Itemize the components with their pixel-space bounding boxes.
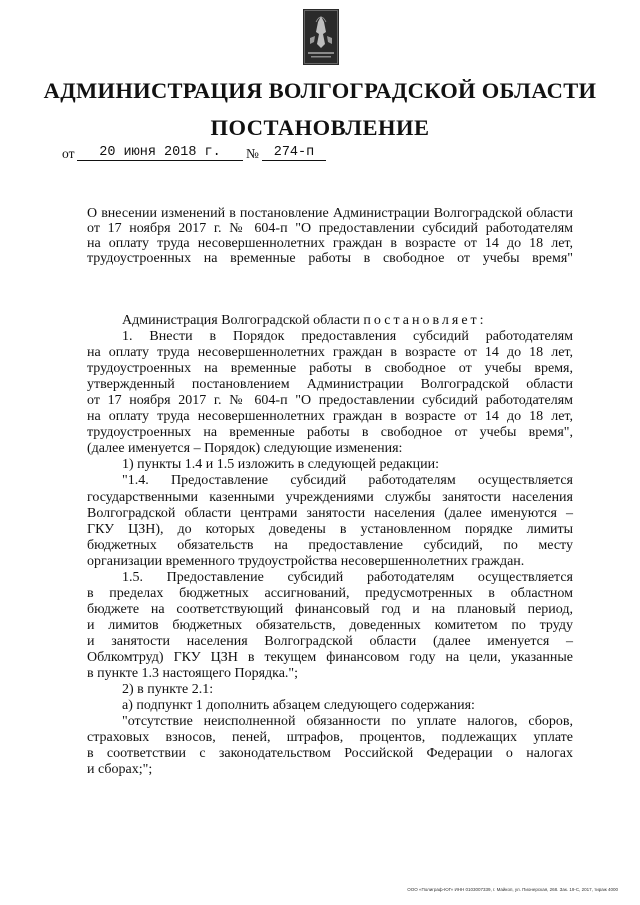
body-line: 1) пункты 1.4 и 1.5 изложить в следующей редакции: (122, 457, 440, 473)
body-line: организации временного трудоустройства несовершеннолетних граждан. (87, 553, 525, 569)
body-line: государственными казенными учреждениями службы занятости населения (87, 489, 573, 505)
body-line: трудоустроенных на временные работы в свободное от учебы время", (87, 425, 573, 441)
document-subject (87, 206, 573, 266)
body-line: Волгоградской области центрами занятости населения (далее именуются – (87, 505, 573, 521)
document-type-title: ПОСТАНОВЛЕНИЕ (210, 115, 430, 140)
body-line: "1.4. Предоставление субсидий работодателям осуществляется (122, 473, 573, 489)
body-line: 2) в пункте 2.1: (122, 682, 214, 698)
body-line: бюджетных обязательств на предоставление субсидий, по месту (87, 537, 573, 553)
body-line: от 17 ноября 2017 г. № 604-п "О предоставлении субсидий работодателям (87, 393, 573, 409)
coat-of-arms-icon (302, 8, 340, 66)
body-line: в пределах бюджетных ассигнований, предусмотренных в областном (87, 585, 573, 601)
number-value: 274-п (262, 146, 326, 161)
body-line: и сборах;"; (87, 762, 153, 778)
subject-line: трудоустроенных на временные работы в свободное от учебы время" (87, 251, 573, 266)
body-line: в соответствии с законодательством Российской Федерации о налогах (87, 746, 573, 762)
document-body (87, 313, 573, 778)
body-line: на оплату труда несовершеннолетних граждан в возрасте от 14 до 18 лет, (87, 345, 573, 361)
body-line: а) подпункт 1 дополнить абзацем следующего содержания: (122, 698, 475, 714)
body-line: трудоустроенных на временные работы в свободное от учебы время, (87, 361, 573, 377)
subject-line: О внесении изменений в постановление Администрации Волгоградской области (87, 206, 573, 221)
body-line: и лимитов бюджетных обязательств, доведенных комитетом по труду (87, 617, 573, 633)
printer-imprint: ООО «Полиграф-ЮГ» ИНН 0103007339, г. Майкоп, ул. Пионерская, 268. Зак. 19-С, 2017, тираж 4000 (407, 887, 618, 892)
body-line: Облкомтруд) ГКУ ЦЗН в текущем финансовом году на цели, указанные (87, 649, 573, 665)
body-line: страховых взносов, пеней, штрафов, процентов, подлежащих уплате (87, 730, 573, 746)
subject-line: от 17 ноября 2017 г. № 604-п "О предоставлении субсидий работодателям (87, 221, 573, 236)
body-line: 1.5. Предоставление субсидий работодателям осуществляется (122, 569, 573, 585)
number-prefix: № (246, 146, 259, 161)
body-line: 1. Внести в Порядок предоставления субсидий работодателям (122, 329, 573, 345)
intro-line (87, 313, 573, 329)
body-line: в пункте 1.3 настоящего Порядка."; (87, 666, 299, 682)
date-prefix: от (62, 146, 75, 161)
intro-prefix: Администрация Волгоградской области (122, 313, 360, 328)
body-line: "отсутствие неисполненной обязанности по уплате налогов, сборов, (122, 714, 573, 730)
body-line: ГКУ ЦЗН), до которых доведены в установленном порядке лимиты (87, 521, 573, 537)
body-line: утвержденный постановлением Администрации Волгоградской области (87, 377, 573, 393)
body-line: и занятости населения Волгоградской области (далее именуется – (87, 633, 573, 649)
subject-line: на оплату труда несовершеннолетних граждан в возрасте от 14 до 18 лет, (87, 236, 573, 251)
body-line: на оплату труда несовершеннолетних граждан в возрасте от 14 до 18 лет, (87, 409, 573, 425)
body-line: бюджете на соответствующий финансовый год и на плановый период, (87, 601, 573, 617)
body-line: (далее именуется – Порядок) следующие изменения: (87, 441, 403, 457)
date-value: 20 июня 2018 г. (77, 146, 243, 161)
organization-title: АДМИНИСТРАЦИЯ ВОЛГОГРАДСКОЙ ОБЛАСТИ (43, 78, 597, 103)
intro-resolves: постановляет: (363, 313, 487, 328)
